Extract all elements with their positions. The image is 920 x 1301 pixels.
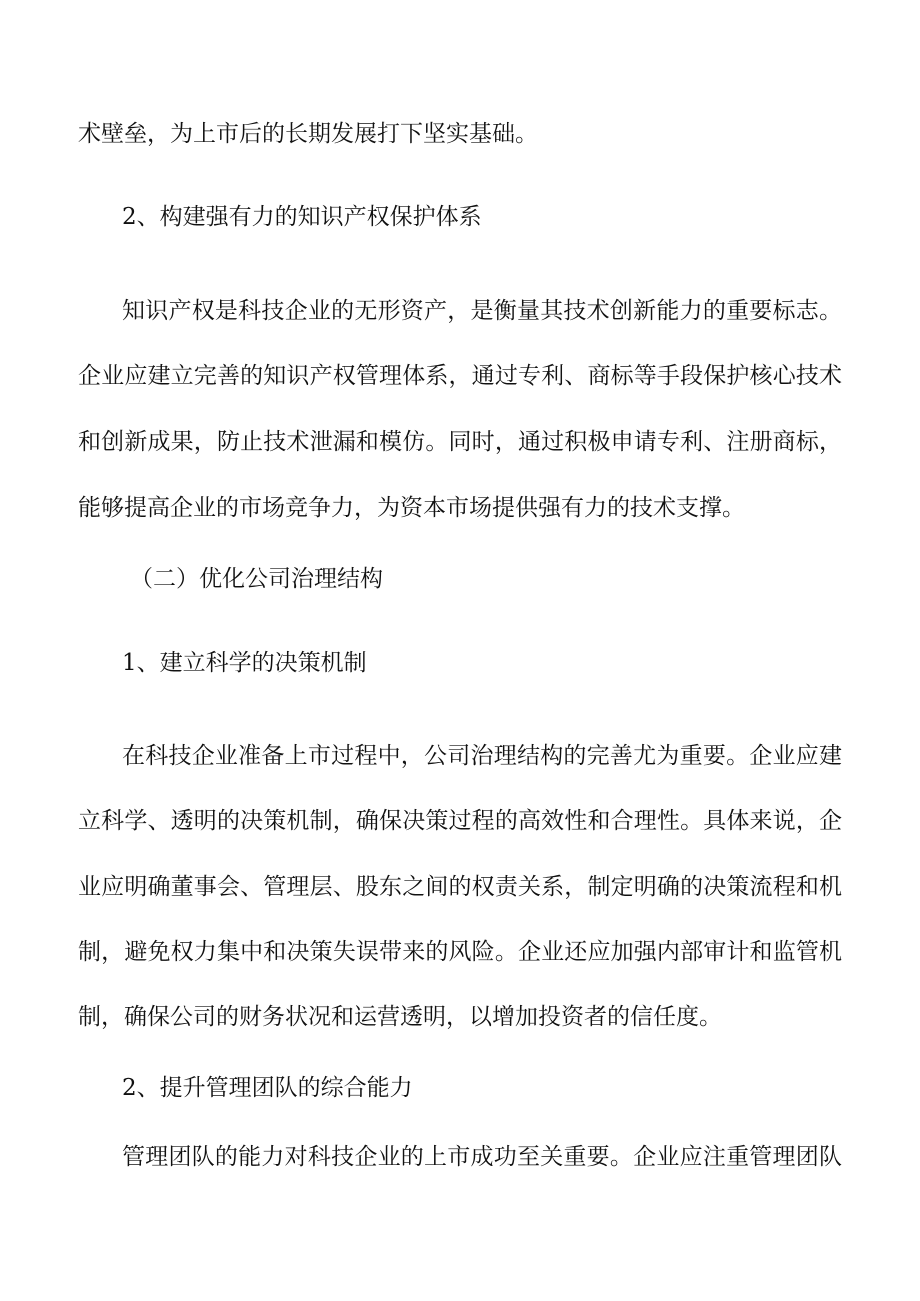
subheading-ip-protection: 2、构建强有力的知识产权保护体系 — [122, 204, 482, 230]
section-heading-governance: （二）优化公司治理结构 — [130, 566, 383, 592]
paragraph-line: 和创新成果，防止技术泄漏和模仿。同时，通过积极申请专利、注册商标， — [78, 429, 842, 455]
paragraph-line: 管理团队的能力对科技企业的上市成功至关重要。企业应注重管理团队 — [122, 1144, 842, 1170]
paragraph-line: 能够提高企业的市场竞争力，为资本市场提供强有力的技术支撑。 — [78, 495, 745, 521]
paragraph-line: 立科学、透明的决策机制，确保决策过程的高效性和合理性。具体来说，企 — [78, 808, 842, 834]
paragraph-continuation: 术壁垒，为上市后的长期发展打下坚实基础。 — [78, 121, 538, 147]
paragraph-line: 业应明确董事会、管理层、股东之间的权责关系，制定明确的决策流程和机 — [78, 874, 842, 900]
paragraph-line: 制，确保公司的财务状况和运营透明，以增加投资者的信任度。 — [78, 1004, 722, 1030]
subheading-decision-mechanism: 1、建立科学的决策机制 — [122, 650, 367, 676]
paragraph-line: 知识产权是科技企业的无形资产，是衡量其技术创新能力的重要标志。 — [122, 298, 842, 324]
paragraph-line: 制，避免权力集中和决策失误带来的风险。企业还应加强内部审计和监管机 — [78, 939, 842, 965]
paragraph-line: 在科技企业准备上市过程中，公司治理结构的完善尤为重要。企业应建 — [122, 743, 842, 769]
subheading-management-team: 2、提升管理团队的综合能力 — [122, 1075, 413, 1101]
paragraph-line: 企业应建立完善的知识产权管理体系，通过专利、商标等手段保护核心技术 — [78, 363, 842, 389]
